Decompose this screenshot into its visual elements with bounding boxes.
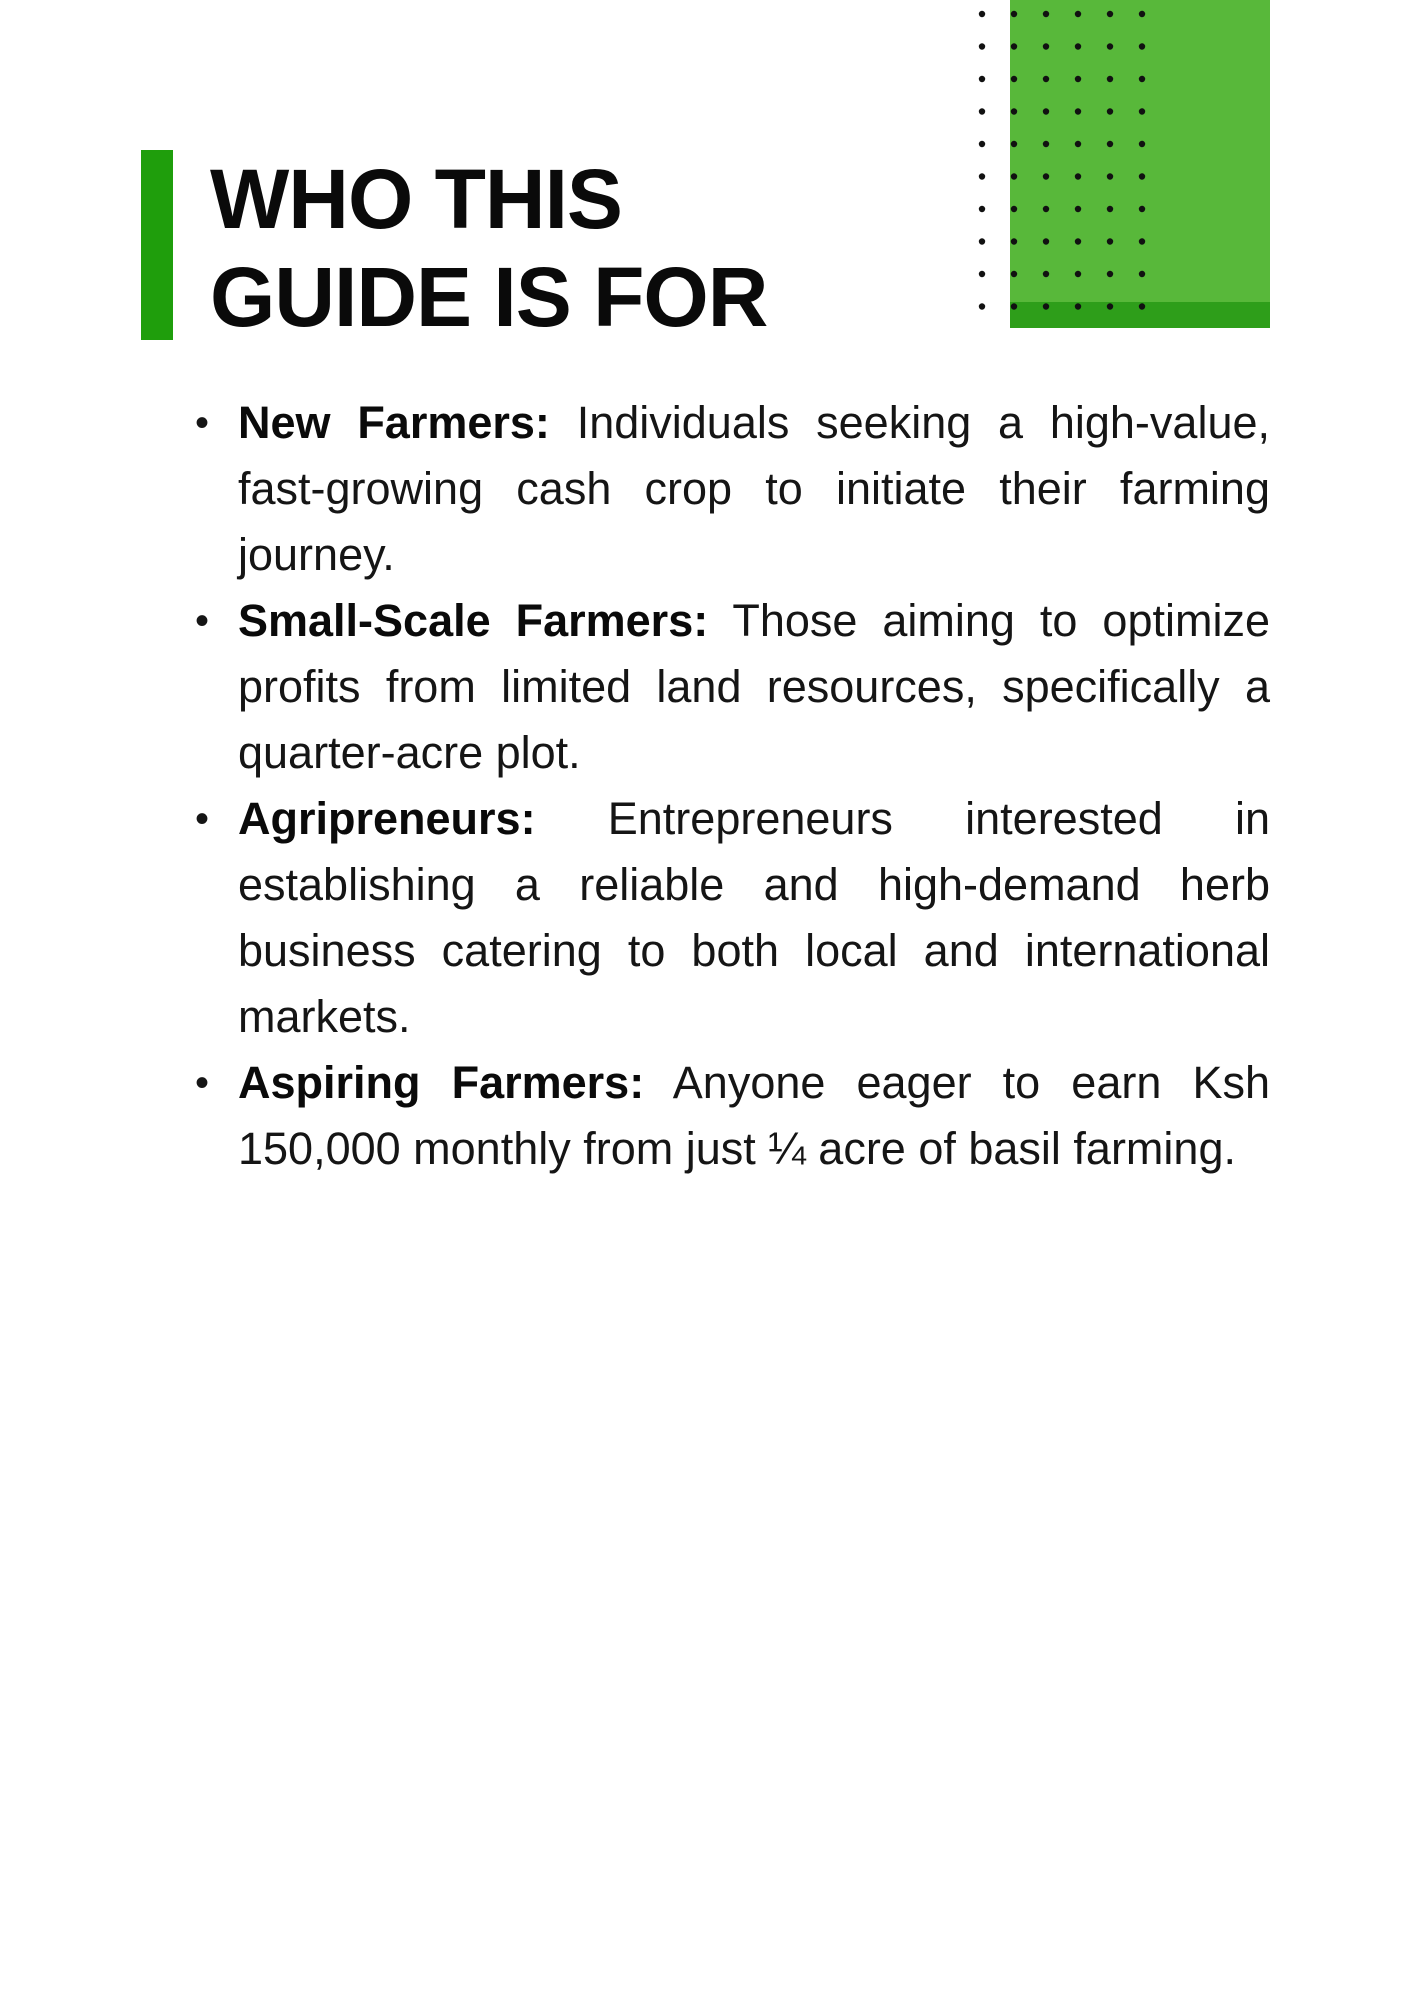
decor-dot: [979, 206, 985, 212]
decor-dot: [1043, 43, 1049, 49]
dot-grid-pattern: [970, 0, 1150, 320]
decor-dot: [1075, 173, 1081, 179]
decor-dot: [1011, 141, 1017, 147]
decor-dot: [1139, 108, 1145, 114]
decor-dot: [1011, 303, 1017, 309]
decor-dot: [1043, 141, 1049, 147]
decor-dot: [1107, 141, 1113, 147]
bullet-icon: •: [194, 599, 209, 643]
decor-dot: [1107, 303, 1113, 309]
list-item-text: Those aiming to optimize profits from limited land resources, specifically a quarter-acre plot.: [238, 595, 1270, 778]
page-title-line-2: GUIDE IS FOR: [210, 250, 768, 344]
list-item-text: Entrepreneurs interested in establishing a reliable and high-demand herb business catering to both local and international markets.: [238, 793, 1270, 1042]
decor-dot: [1107, 271, 1113, 277]
page-title: [210, 150, 860, 346]
decor-dot: [1011, 108, 1017, 114]
decor-dot: [979, 173, 985, 179]
decor-dot: [979, 141, 985, 147]
decor-dot: [1011, 206, 1017, 212]
decor-dot: [979, 271, 985, 277]
decor-dot: [1043, 108, 1049, 114]
decor-dot: [1139, 43, 1145, 49]
decor-dot: [1075, 271, 1081, 277]
decor-dot: [1075, 108, 1081, 114]
decor-dot: [1043, 173, 1049, 179]
decor-dot: [1075, 43, 1081, 49]
decor-dot: [979, 108, 985, 114]
list-item-label: Small-Scale Farmers:: [238, 595, 709, 646]
decor-dot: [1043, 271, 1049, 277]
bullet-icon: •: [194, 401, 209, 445]
decor-dot: [1075, 76, 1081, 82]
decorative-green-block: [970, 0, 1280, 330]
decor-dot: [1075, 11, 1081, 17]
decor-dot: [1043, 11, 1049, 17]
decor-dot: [1075, 206, 1081, 212]
list-item: [194, 1050, 1270, 1182]
list-item-text: Anyone eager to earn Ksh 150,000 monthly from just ¼ acre of basil farming.: [238, 1057, 1270, 1174]
decor-dot: [1011, 238, 1017, 244]
decor-dot: [1107, 238, 1113, 244]
decor-dot: [1011, 173, 1017, 179]
decor-dot: [1043, 206, 1049, 212]
list-item: [194, 588, 1270, 786]
decor-dot: [1075, 238, 1081, 244]
decor-dot: [1139, 173, 1145, 179]
decor-dot: [1139, 271, 1145, 277]
decor-dot: [1011, 43, 1017, 49]
decor-dot: [1107, 76, 1113, 82]
decor-dot: [979, 303, 985, 309]
bullet-icon: •: [194, 797, 209, 841]
decor-dot: [1043, 76, 1049, 82]
list-item: [194, 786, 1270, 1050]
decor-dot: [979, 43, 985, 49]
decor-dot: [1011, 271, 1017, 277]
decor-dot: [1075, 303, 1081, 309]
decor-dot: [979, 11, 985, 17]
decor-dot: [979, 76, 985, 82]
decor-dot: [1139, 206, 1145, 212]
decor-dot: [1075, 141, 1081, 147]
bullet-icon: •: [194, 1061, 209, 1105]
list-item-label: New Farmers:: [238, 397, 550, 448]
audience-list: [194, 390, 1270, 1182]
decor-dot: [1139, 11, 1145, 17]
decor-dot: [1011, 76, 1017, 82]
list-item-label: Agripreneurs:: [238, 793, 536, 844]
decor-dot: [1139, 141, 1145, 147]
decor-dot: [1011, 11, 1017, 17]
decor-dot: [1107, 43, 1113, 49]
list-item-label: Aspiring Farmers:: [238, 1057, 645, 1108]
decor-dot: [1043, 238, 1049, 244]
decor-dot: [1139, 76, 1145, 82]
list-item: [194, 390, 1270, 588]
decor-dot: [1139, 238, 1145, 244]
decor-dot: [1043, 303, 1049, 309]
decor-dot: [1107, 11, 1113, 17]
title-accent-bar: [141, 150, 173, 340]
decor-dot: [1139, 303, 1145, 309]
page-title-line-1: WHO THIS: [210, 152, 622, 246]
decor-dot: [1107, 206, 1113, 212]
decor-dot: [1107, 173, 1113, 179]
decor-dot: [1107, 108, 1113, 114]
list-item-text: Individuals seeking a high-value, fast-growing cash crop to initiate their farming journey.: [238, 397, 1270, 580]
decor-dot: [979, 238, 985, 244]
